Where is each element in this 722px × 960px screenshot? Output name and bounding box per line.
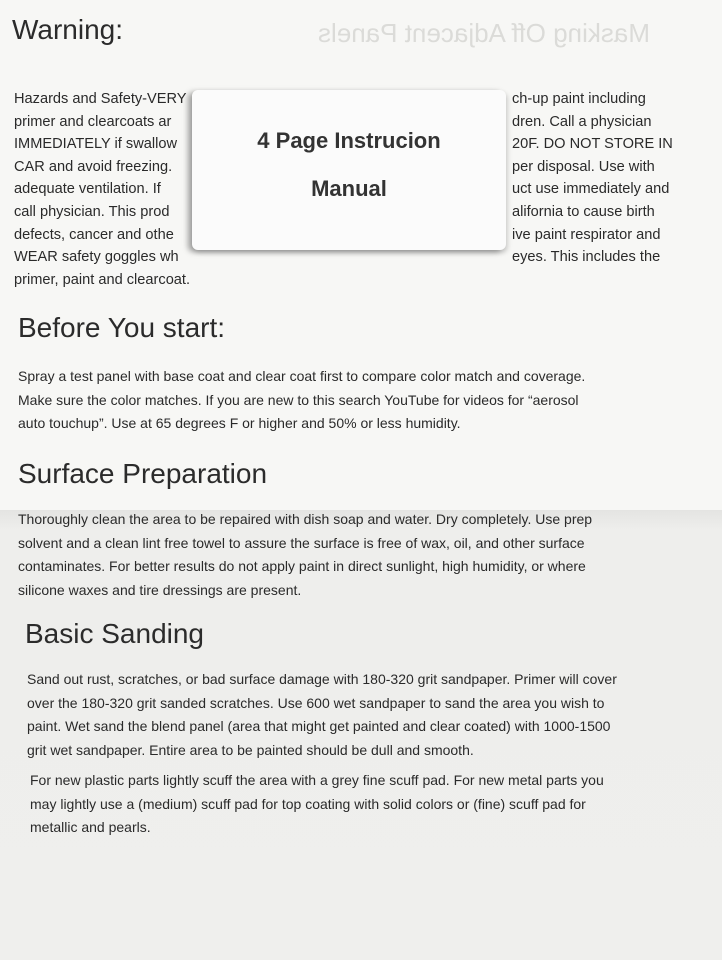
sanding-heading: Basic Sanding: [25, 618, 205, 649]
text-line: metallic and pearls.: [30, 819, 151, 835]
text-line: WEAR safety goggles wh: [14, 249, 179, 266]
text-line: grit wet sandpaper. Entire area to be painted should be dull and smooth.: [27, 741, 474, 758]
text-line: Spray a test panel with base coat and clear coat first to compare color match and coverage.: [18, 368, 586, 384]
warning-text-right: [512, 88, 673, 269]
text-line: silicone waxes and tire dressings are present.: [18, 581, 302, 598]
text-line: dren. Call a physician: [512, 113, 652, 130]
text-line: alifornia to cause birth: [512, 203, 655, 220]
instruction-manual-card: [192, 90, 506, 250]
text-line: contaminates. For better results do not apply paint in direct sunlight, high humidity, or where: [18, 558, 586, 574]
card-subtitle: Manual: [311, 176, 387, 201]
text-line: CAR and avoid freezing.: [14, 158, 173, 175]
text-line: defects, cancer and othe: [14, 226, 174, 243]
before-heading: Before You start:: [18, 312, 226, 343]
text-line: may lightly use a (medium) scuff pad for top coating with solid colors or (fine) scuff pad for: [30, 795, 586, 812]
warning-heading: Warning:: [12, 14, 124, 45]
text-line: per disposal. Use with: [512, 158, 655, 175]
text-line: auto touchup”. Use at 65 degrees F or higher and 50% or less humidity.: [18, 415, 461, 431]
text-line: Make sure the color matches. If you are new to this search YouTube for videos for “aerosol: [18, 391, 579, 408]
text-line: primer, paint and clearcoat.: [14, 271, 191, 288]
text-line: paint. Wet sand the blend panel (area that might get painted and clear coated) with 1000-1500: [27, 718, 611, 734]
text-line: ch-up paint including: [512, 91, 646, 107]
surface-text: [18, 508, 592, 602]
text-line: 20F. DO NOT STORE IN: [512, 136, 673, 153]
scuff-text: [30, 769, 604, 840]
before-text: [18, 365, 585, 436]
card-title: 4 Page Instrucion: [257, 128, 441, 153]
text-line: solvent and a clean lint free towel to assure the surface is free of wax, oil, and other surface: [18, 534, 585, 551]
surface-heading: Surface Preparation: [18, 458, 268, 489]
text-line: over the 180-320 grit sanded scratches. Use 600 wet sandpaper to sand the area you wish to: [27, 694, 605, 711]
text-line: Hazards and Safety-VERY: [14, 91, 187, 107]
text-line: ive paint respirator and: [512, 226, 661, 243]
text-line: Thoroughly clean the area to be repaired with dish soap and water. Dry completely. Use prep: [18, 511, 593, 527]
sanding-text: [27, 668, 617, 762]
text-line: Sand out rust, scratches, or bad surface damage with 180-320 grit sandpaper. Primer will cover: [27, 671, 617, 687]
text-line: IMMEDIATELY if swallow: [14, 136, 177, 153]
text-line: primer and clearcoats ar: [14, 113, 172, 130]
text-line: adequate ventilation. If: [14, 181, 161, 198]
text-line: For new plastic parts lightly scuff the area with a grey fine scuff pad. For new metal parts you: [30, 772, 604, 788]
text-line: call physician. This prod: [14, 203, 170, 220]
bleed-through-heading: Masking Off Adjacent Panels: [318, 18, 650, 48]
warning-text-left: [14, 88, 190, 291]
text-line: uct use immediately and: [512, 181, 670, 198]
text-line: eyes. This includes the: [512, 249, 661, 266]
